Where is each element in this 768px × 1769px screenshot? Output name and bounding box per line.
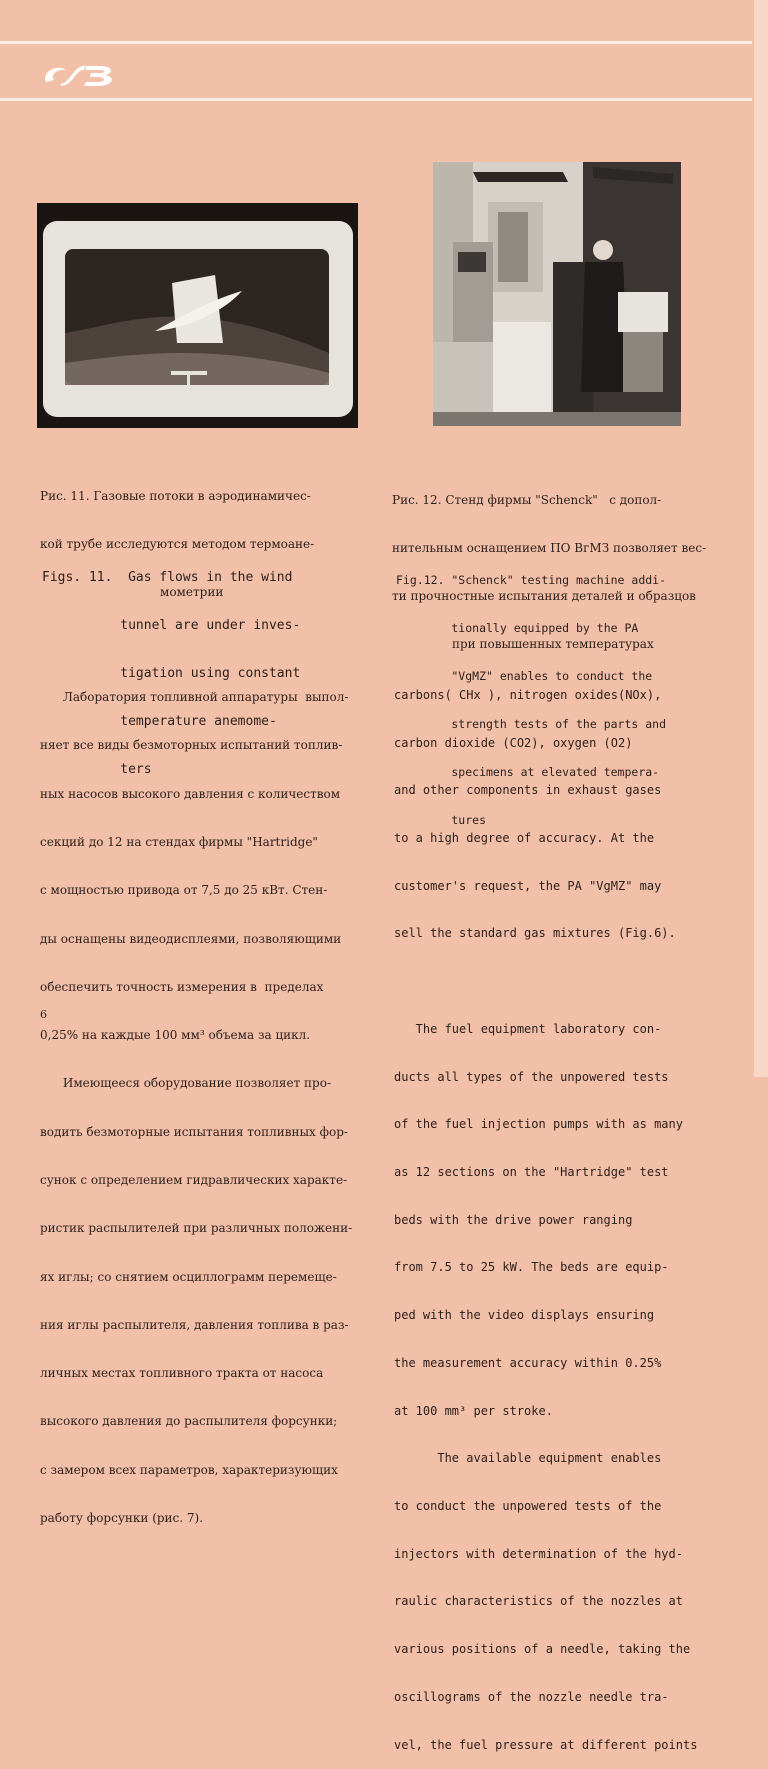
- page-edge: [754, 0, 768, 1077]
- body-text-en: carbons( CHx ), nitrogen oxides(NOx), carbon dioxide (CO2), oxygen (O2) and other components in exhaust gases to a high degree of accuracy. At the customer's request, the PA "VgMZ" may sell the standard gas mixtures (Fig.6). The fuel equipment laboratory con- ducts all types of the unpowered tests of the fuel injection pumps with as many as 12 sections on the "Hartridge" test beds with the drive power ranging from 7.5 to 25 kW. The beds are equip- ped with the video displays ensuring the measurement accuracy within 0.25% at 100 mm³ per stroke. The available equipment enables to conduct the unpowered tests of the injectors with determination of the hyd- raulic characteristics of the nozzles at various positions of a needle, taking the oscillograms of the nozzle needle tra- vel, the fuel pressure at different points: [394, 687, 698, 1752]
- figure-11-caption-en: Figs. 11. Gas flows in the wind tunnel are under inves- tigation using constant temperature anemome- ters: [42, 570, 301, 777]
- figure-12-caption-ru: Рис. 12. Стенд фирмы "Schenck" с допол- нительным оснащением ПО ВгМЗ позволяет вес- ти прочностные испытания деталей и образцов при повышенных температурах: [392, 493, 707, 651]
- body-text-ru: Лаборатория топливной аппаратуры выпол- няет все виды безмоторных испытаний топлив- ных насосов высокого давления с количеством секций до 12 на стендах фирмы "Hartridge" с мощностью привода от 7,5 до 25 кВт. Стен- ды оснащены видеодисплеями, позволяющими обеспечить точность измерения в пределах 0,25% на каждые 100 мм³ объема за цикл. Имеющееся оборудование позволяет про- водить безмоторные испытания топливных фор- сунок с определением гидравлических характе- ристик распылителей при различных положени- ях иглы; со снятием осциллограмм перемеще- ния иглы распылителя, давления топлива в раз- личных местах топливного тракта от насоса высокого давления до распылителя форсунки; с замером всех параметров, характеризующих работу форсунки (рис. 7).: [40, 690, 353, 1525]
- header-rule-top: [0, 41, 752, 44]
- header-rule-bottom: [0, 98, 752, 101]
- photo-wind-tunnel: [37, 203, 358, 428]
- brand-logo-icon: [40, 60, 120, 88]
- photo-schenck-machine: [433, 162, 681, 426]
- page-number: 6: [40, 1008, 47, 1021]
- figure-11-caption-ru: Рис. 11. Газовые потоки в аэродинамичес- кой трубе исследуются методом термоане- мометрии: [40, 489, 315, 599]
- figure-12-caption-en: Fig.12. "Schenck" testing machine addi- tionally equipped by the PA "VgMZ" enables to conduct the strength tests of the parts and specimens at elevated tempera- tures: [396, 573, 667, 827]
